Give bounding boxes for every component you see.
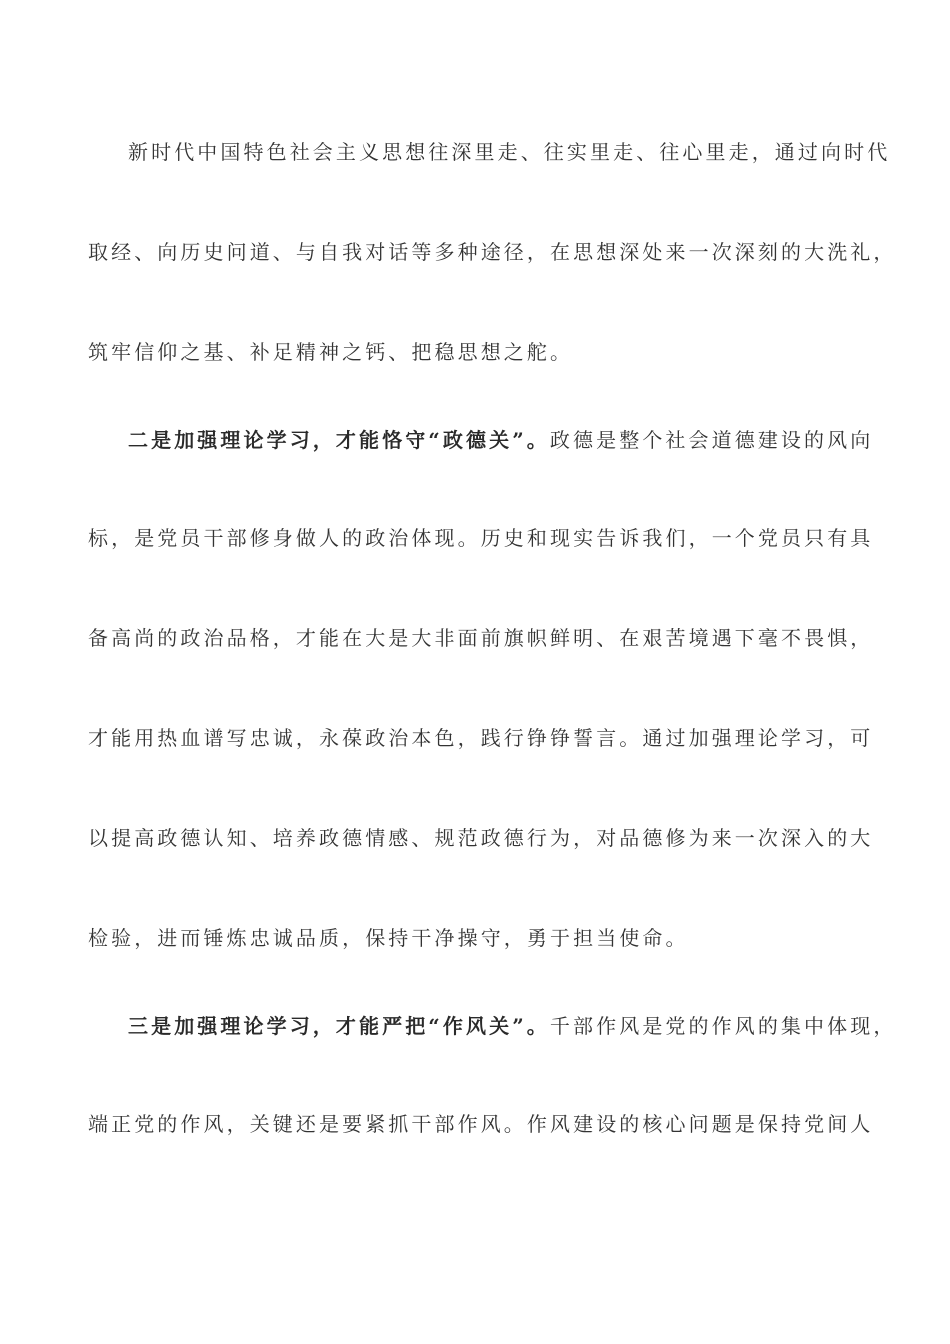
paragraph-line: 标，是党员干部修身做人的政治体现。历史和现实告诉我们，一个党员只有具 [88, 526, 874, 550]
paragraph-text: 千部作风是党的作风的集中体现， [549, 1014, 897, 1038]
paragraph-line: 端正党的作风，关键还是要紧抓干部作风。作风建设的核心问题是保持党间人 [88, 1112, 874, 1136]
paragraph-line: 取经、向历史问道、与自我对话等多种途径，在思想深处来一次深刻的大洗礼， [88, 240, 897, 264]
paragraph-line: 以提高政德认知、培养政德情感、规范政德行为，对品德修为来一次深入的大 [88, 826, 874, 850]
paragraph-line: 检验，进而锤炼忠诚品质，保持干净操守，勇于担当使命。 [88, 926, 689, 950]
paragraph-line: 筑牢信仰之基、补足精神之钙、把稳思想之舵。 [88, 340, 574, 364]
paragraph-line: 才能用热血谱写忠诚，永葆政治本色，践行铮铮誓言。通过加强理论学习，可 [88, 726, 874, 750]
paragraph-heading: 三是加强理论学习，才能严把“作风关”。 [128, 1014, 550, 1038]
paragraph-heading: 二是加强理论学习，才能恪守“政德关”。 [128, 428, 550, 452]
paragraph-line: 备高尚的政治品格，才能在大是大非面前旗帜鲜明、在艰苦境遇下毫不畏惧， [88, 626, 874, 650]
paragraph-first-line [128, 426, 878, 454]
paragraph-first-line [128, 1012, 897, 1040]
paragraph-text: 政德是整个社会道德建设的风向 [549, 428, 874, 452]
paragraph-line: 新时代中国特色社会主义思想往深里走、往实里走、往心里走，通过向时代 [128, 140, 891, 164]
